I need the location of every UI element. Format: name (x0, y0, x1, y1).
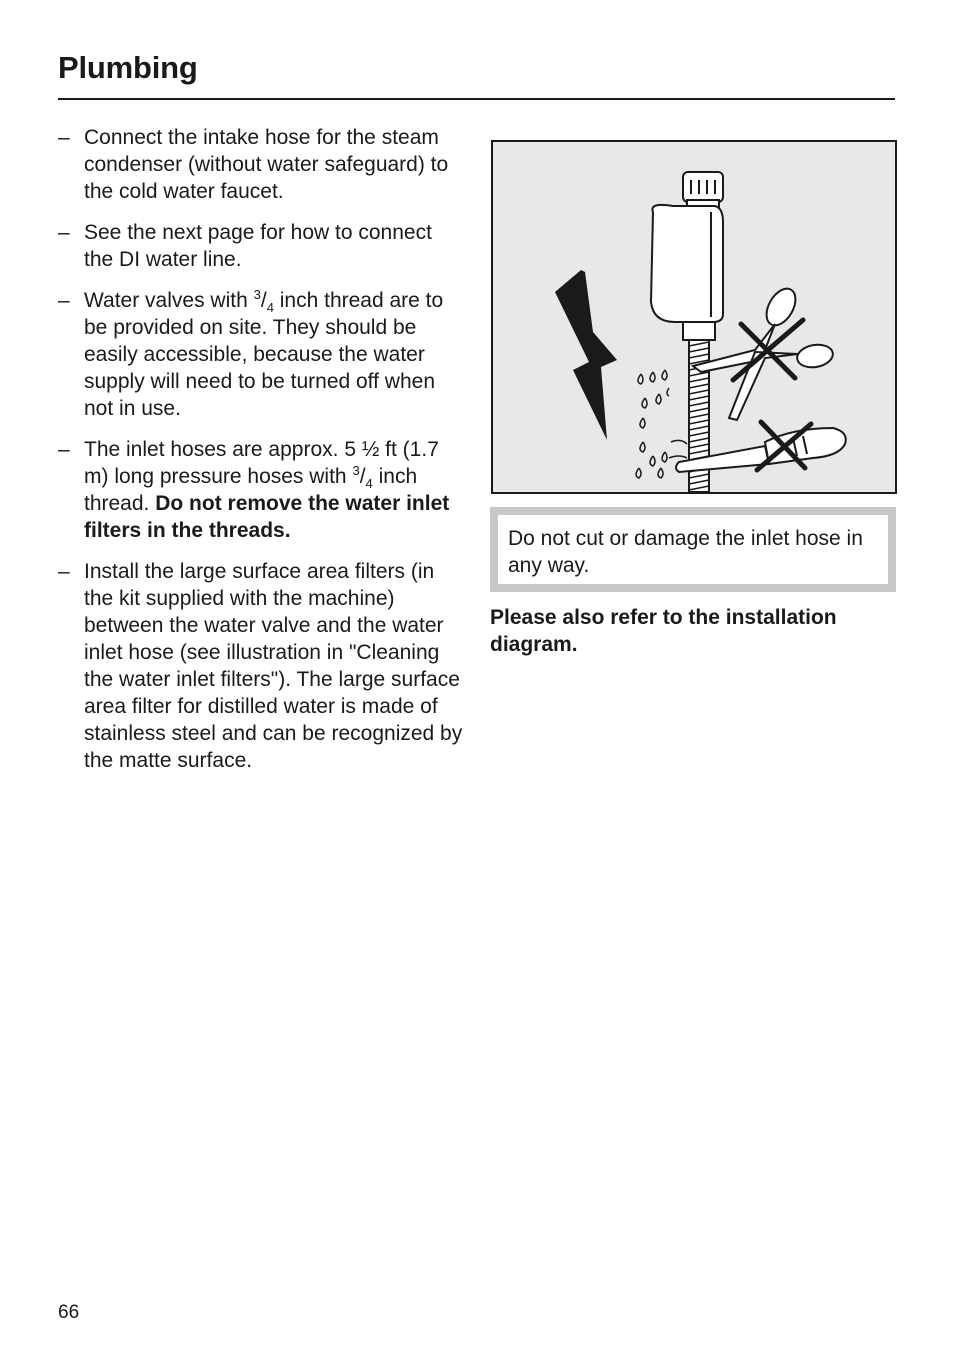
warning-text: Do not cut or damage the inlet hose in any way. (498, 515, 888, 584)
list-dash: – (58, 221, 70, 244)
warning-box (490, 507, 896, 592)
list-item (58, 287, 463, 422)
title-divider (58, 98, 895, 100)
list-item-text: Water valves with (84, 289, 254, 312)
list-dash: – (58, 289, 70, 312)
prohibited-cross-icon (733, 320, 803, 380)
list-dash: – (58, 126, 70, 149)
filter-warning-text: Do not remove the water inlet filters in the threads. (84, 492, 450, 542)
page-number: 66 (58, 1302, 80, 1323)
list-item-text: Install the large surface area filters (in the kit supplied with the machine) between the water valve and the water inlet hose (see illustration in "Cleaning the water inlet filters"). The large surface area filter for distilled water is made of stainless steel and can be recognized by the matte surface. (84, 560, 463, 772)
list-dash: – (58, 560, 70, 583)
instruction-list (58, 124, 463, 788)
list-item-text: The inlet hoses are approx. 5 ½ ft (1.7 m) long pressure hoses with (84, 438, 439, 488)
fraction: $^3/_4$ (352, 463, 373, 492)
fraction: $^3/_4$ (253, 287, 274, 316)
list-item-text: Connect the intake hose for the steam condenser (without water safeguard) to the cold water faucet. (84, 126, 449, 203)
list-item (58, 436, 463, 544)
lightning-bolt-icon (555, 270, 617, 440)
installation-note: Please also refer to the installation diagram. (490, 606, 837, 656)
list-item (58, 124, 463, 205)
list-item-text: inch thread. (84, 465, 418, 515)
list-item (58, 219, 463, 273)
list-item (58, 558, 463, 774)
list-item-text: inch thread are to be provided on site. They should be easily accessible, because the water supply will need to be turned off when not in use. (84, 289, 444, 420)
list-item-text: See the next page for how to connect the DI water line. (84, 221, 432, 271)
page-title: Plumbing (58, 50, 198, 85)
faucet-valve-icon (651, 172, 723, 340)
list-dash: – (58, 438, 70, 461)
hose-damage-illustration (491, 140, 897, 494)
